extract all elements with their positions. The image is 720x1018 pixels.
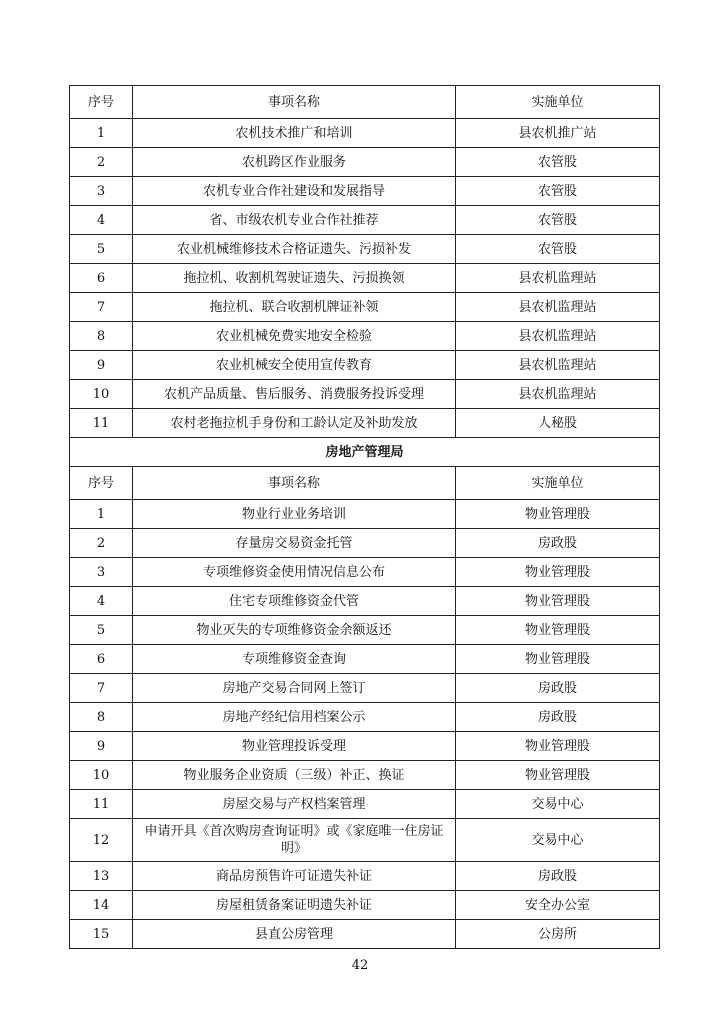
row-unit: 公房所	[456, 920, 660, 949]
row-item: 农机产品质量、售后服务、消费服务投诉受理	[133, 380, 456, 409]
header-item: 事项名称	[133, 86, 456, 119]
row-item: 专项维修资金使用情况信息公布	[133, 558, 456, 587]
row-no: 7	[70, 293, 133, 322]
table-row	[70, 819, 660, 862]
row-unit: 人秘股	[456, 409, 660, 438]
row-no: 2	[70, 529, 133, 558]
header-unit: 实施单位	[456, 86, 660, 119]
page-number: 42	[351, 958, 369, 973]
row-item: 农业机械免费实地安全检验	[133, 322, 456, 351]
row-no: 5	[70, 616, 133, 645]
row-unit: 物业管理股	[456, 587, 660, 616]
row-no: 2	[70, 148, 133, 177]
row-no: 9	[70, 351, 133, 380]
row-unit: 物业管理股	[456, 616, 660, 645]
row-unit: 县农机监理站	[456, 380, 660, 409]
row-item: 物业行业业务培训	[133, 500, 456, 529]
table-row	[70, 148, 660, 177]
row-no: 10	[70, 761, 133, 790]
row-unit: 县农机推广站	[456, 119, 660, 148]
row-item: 存量房交易资金托管	[133, 529, 456, 558]
row-item: 商品房预售许可证遗失补证	[133, 862, 456, 891]
table-row	[70, 235, 660, 264]
row-unit: 县农机监理站	[456, 351, 660, 380]
row-no: 11	[70, 409, 133, 438]
row-unit: 物业管理股	[456, 645, 660, 674]
table-row	[70, 862, 660, 891]
row-no: 9	[70, 732, 133, 761]
table-row	[70, 322, 660, 351]
row-unit: 县农机监理站	[456, 264, 660, 293]
table-row	[70, 264, 660, 293]
row-unit: 房政股	[456, 862, 660, 891]
header-no: 序号	[70, 467, 133, 500]
table-row	[70, 380, 660, 409]
row-no: 1	[70, 119, 133, 148]
row-no: 5	[70, 235, 133, 264]
row-item: 房屋租赁备案证明遗失补证	[133, 891, 456, 920]
section-title-row	[70, 438, 660, 467]
row-item: 物业服务企业资质（三级）补正、换证	[133, 761, 456, 790]
row-no: 3	[70, 558, 133, 587]
row-unit: 物业管理股	[456, 500, 660, 529]
row-item: 农机专业合作社建设和发展指导	[133, 177, 456, 206]
row-item: 拖拉机、联合收割机牌证补领	[133, 293, 456, 322]
row-unit: 房政股	[456, 674, 660, 703]
table-row	[70, 674, 660, 703]
row-item: 专项维修资金查询	[133, 645, 456, 674]
row-no: 10	[70, 380, 133, 409]
table-row	[70, 616, 660, 645]
row-item: 县直公房管理	[133, 920, 456, 949]
row-item: 拖拉机、收割机驾驶证遗失、污损换领	[133, 264, 456, 293]
row-item: 房地产经纪信用档案公示	[133, 703, 456, 732]
row-no: 12	[70, 819, 133, 862]
row-no: 4	[70, 587, 133, 616]
row-no: 15	[70, 920, 133, 949]
row-unit: 农管股	[456, 206, 660, 235]
row-no: 8	[70, 703, 133, 732]
table-row	[70, 293, 660, 322]
services-table	[69, 85, 660, 949]
row-no: 11	[70, 790, 133, 819]
table-row	[70, 558, 660, 587]
table-row	[70, 500, 660, 529]
row-no: 1	[70, 500, 133, 529]
row-item: 农机跨区作业服务	[133, 148, 456, 177]
section-title: 房地产管理局	[70, 438, 660, 467]
row-no: 8	[70, 322, 133, 351]
row-no: 4	[70, 206, 133, 235]
table-header-row	[70, 86, 660, 119]
row-item: 农业机械安全使用宣传教育	[133, 351, 456, 380]
table-row	[70, 119, 660, 148]
table-row	[70, 790, 660, 819]
table-row	[70, 732, 660, 761]
row-item: 房屋交易与产权档案管理	[133, 790, 456, 819]
row-unit: 房政股	[456, 703, 660, 732]
header-no: 序号	[70, 86, 133, 119]
table-row	[70, 177, 660, 206]
table-row	[70, 409, 660, 438]
row-unit: 县农机监理站	[456, 293, 660, 322]
row-item: 省、市级农机专业合作社推荐	[133, 206, 456, 235]
table-row	[70, 891, 660, 920]
table-row	[70, 351, 660, 380]
row-item: 农机技术推广和培训	[133, 119, 456, 148]
table-row	[70, 587, 660, 616]
row-no: 7	[70, 674, 133, 703]
row-unit: 农管股	[456, 177, 660, 206]
row-no: 6	[70, 645, 133, 674]
row-item: 物业管理投诉受理	[133, 732, 456, 761]
row-item: 农村老拖拉机手身份和工龄认定及补助发放	[133, 409, 456, 438]
row-unit: 房政股	[456, 529, 660, 558]
header-unit: 实施单位	[456, 467, 660, 500]
row-unit: 农管股	[456, 235, 660, 264]
row-no: 3	[70, 177, 133, 206]
row-no: 13	[70, 862, 133, 891]
row-no: 14	[70, 891, 133, 920]
row-item: 物业灭失的专项维修资金余额返还	[133, 616, 456, 645]
row-unit: 物业管理股	[456, 761, 660, 790]
row-unit: 物业管理股	[456, 732, 660, 761]
table-row	[70, 206, 660, 235]
row-item: 申请开具《首次购房查询证明》或《家庭唯一住房证明》	[133, 819, 456, 862]
row-unit: 物业管理股	[456, 558, 660, 587]
row-item: 住宅专项维修资金代管	[133, 587, 456, 616]
row-item: 房地产交易合同网上签订	[133, 674, 456, 703]
table-row	[70, 761, 660, 790]
row-unit: 县农机监理站	[456, 322, 660, 351]
table-row	[70, 645, 660, 674]
table-header-row	[70, 467, 660, 500]
table-row	[70, 529, 660, 558]
header-item: 事项名称	[133, 467, 456, 500]
row-unit: 交易中心	[456, 790, 660, 819]
row-no: 6	[70, 264, 133, 293]
row-item: 农业机械维修技术合格证遗失、污损补发	[133, 235, 456, 264]
row-unit: 农管股	[456, 148, 660, 177]
table-row	[70, 703, 660, 732]
row-unit: 安全办公室	[456, 891, 660, 920]
row-unit: 交易中心	[456, 819, 660, 862]
table-row	[70, 920, 660, 949]
